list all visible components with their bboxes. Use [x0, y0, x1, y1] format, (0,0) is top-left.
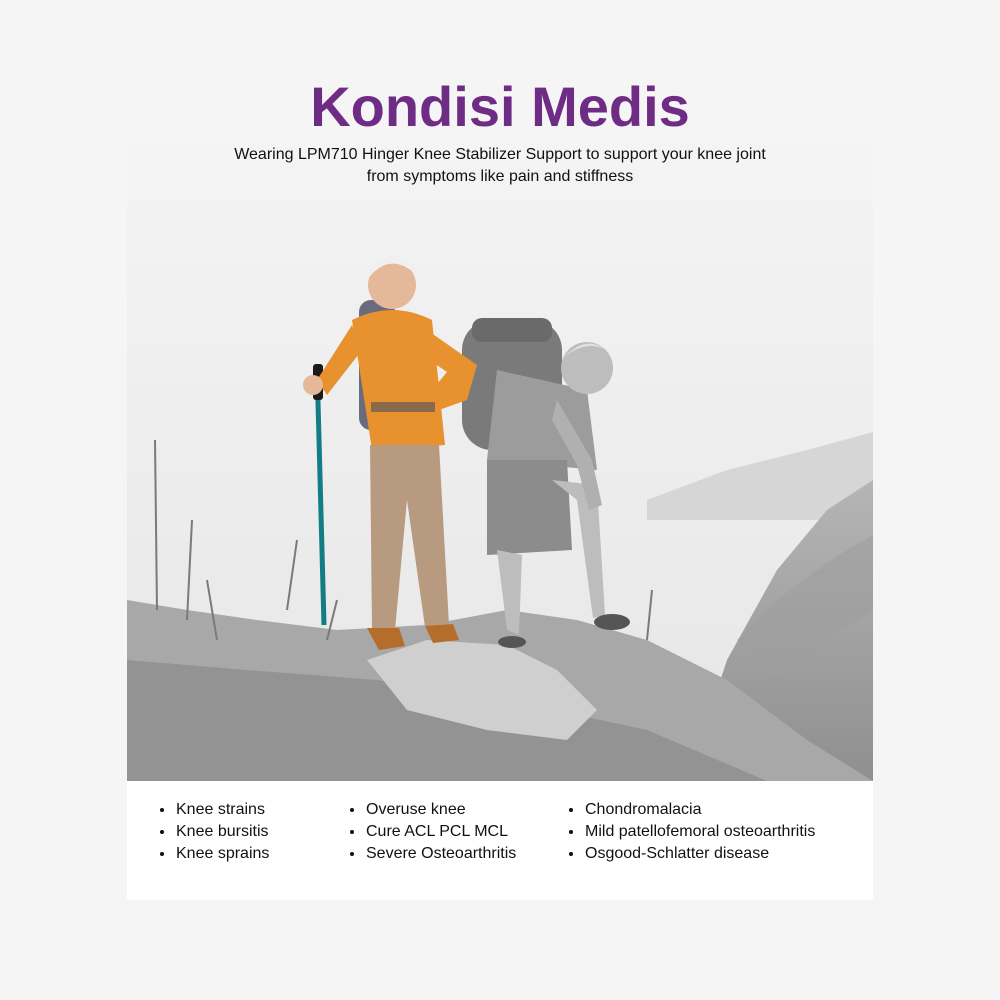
conditions-panel: [127, 781, 873, 900]
subtitle-line-2: from symptoms like pain and stiffness: [366, 168, 634, 185]
condition-item: Knee bursitis: [160, 821, 269, 843]
condition-item: Osgood-Schlatter disease: [569, 843, 815, 865]
conditions-column-1: [160, 799, 269, 865]
conditions-column-2: [350, 799, 516, 865]
condition-item: Knee strains: [160, 799, 269, 821]
condition-item: Cure ACL PCL MCL: [350, 821, 516, 843]
subtitle: [127, 144, 873, 188]
condition-item: Severe Osteoarthritis: [350, 843, 516, 865]
hiking-photo: [127, 140, 873, 781]
subtitle-line-1: Wearing LPM710 Hinger Knee Stabilizer Support to support your knee joint: [234, 146, 766, 163]
condition-item: Overuse knee: [350, 799, 516, 821]
conditions-column-3: [569, 799, 815, 865]
page-title: Kondisi Medis: [310, 75, 690, 138]
condition-item: Chondromalacia: [569, 799, 815, 821]
condition-item: Knee sprains: [160, 843, 269, 865]
condition-item: Mild patellofemoral osteoarthritis: [569, 821, 815, 843]
